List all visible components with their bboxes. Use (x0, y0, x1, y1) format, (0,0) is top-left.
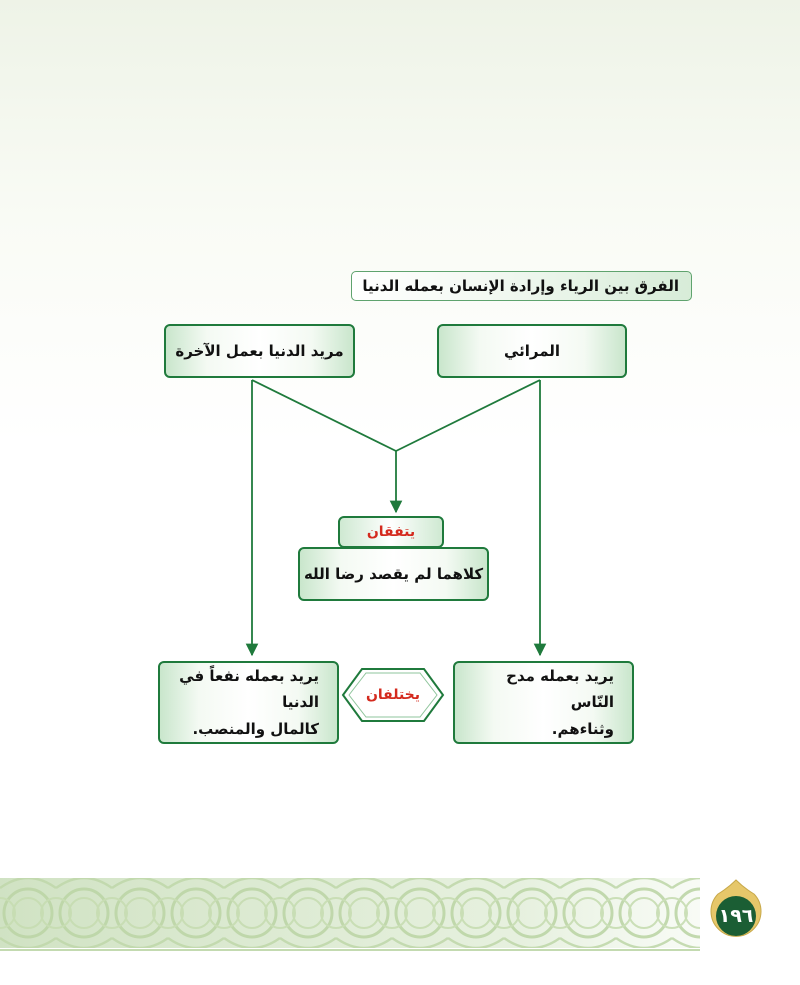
worldly-detail-box (158, 661, 339, 744)
worldly-box (164, 324, 355, 378)
showoff-detail-line-1: يريد بعمله مدح النّاس (506, 667, 614, 712)
showoff-detail-box (453, 661, 634, 744)
common-box (298, 547, 489, 601)
showoff-detail-line-2: وثناءهم. (551, 719, 614, 738)
page-number: ١٩٦ (718, 905, 754, 927)
showoff-label: المرائي (503, 342, 561, 360)
showoff-box (437, 324, 627, 378)
worldly-detail-line-2: كالمال والمنصب. (192, 719, 319, 738)
agree-label: يتفقان (338, 516, 444, 548)
common-text: كلاهما لم يقصد رضا الله (303, 565, 484, 583)
worldly-label: مريد الدنيا بعمل الآخرة (175, 342, 344, 360)
page-title: الفرق بين الرياء وإرادة الإنسان بعمله الدنيا (351, 271, 692, 301)
differ-label: يختلفان (365, 687, 421, 703)
worldly-detail-line-1: يريد بعمله نفعاً في الدنيا (179, 667, 319, 712)
